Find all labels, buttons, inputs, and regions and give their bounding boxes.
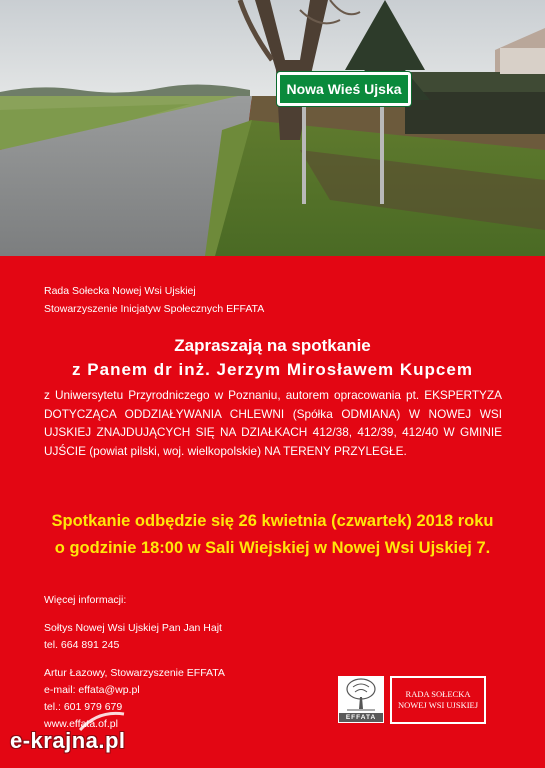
rada-logo-line1: RADA SOŁECKA bbox=[405, 689, 471, 699]
contact-heading: Więcej informacji: bbox=[44, 594, 127, 606]
rada-logo-line2: NOWEJ WSI UJSKIEJ bbox=[397, 700, 479, 710]
watermark-e-krajna: e-krajna.pl bbox=[10, 728, 126, 753]
contact-info bbox=[44, 592, 225, 733]
rada-solecka-logo bbox=[390, 676, 486, 724]
tree-icon bbox=[339, 677, 383, 713]
effata-logo-caption: EFFATA bbox=[339, 713, 383, 722]
effata-logo bbox=[338, 676, 384, 723]
contact-phone: tel.: 601 979 679 bbox=[44, 701, 123, 713]
invitation-body: z Uniwersytetu Przyrodniczego w Poznaniu, autorem opracowania pt. EKSPERTYZA DOTYCZĄCA ODDZIAŁYWANIA CHLEWNI (Spółka ODMIANA) W NOWEJ WSI UJSKIEJ ZNAJDUJĄCYCH SIĘ NA DZIAŁKACH 412/38, 412/39, 412/40 W GMINIE UJŚCIE (powiat pilski, woj. wielkopolskie) NA TERENY PRZYLEGŁE. bbox=[44, 388, 502, 458]
contact-person: Artur Łazowy, Stowarzyszenie EFFATA bbox=[44, 667, 225, 679]
village-road-image bbox=[0, 0, 545, 256]
guest-name: z Panem dr inż. Jerzym Mirosławem Kupcem bbox=[72, 360, 473, 379]
contact-email[interactable]: e-mail: effata@wp.pl bbox=[44, 684, 140, 696]
invitation-title: Zapraszają na spotkanie bbox=[174, 336, 371, 355]
meeting-place: o godzinie 18:00 w Sali Wiejskiej w Nowej Wsi Ujskiej 7. bbox=[54, 539, 491, 557]
header-photo bbox=[0, 0, 545, 256]
meeting-details bbox=[0, 508, 545, 562]
organizer-rada: Rada Sołecka Nowej Wsi Ujskiej bbox=[44, 285, 196, 297]
soltys-name: Sołtys Nowej Wsi Ujskiej Pan Jan Hajt bbox=[44, 622, 222, 634]
soltys-phone: tel. 664 891 245 bbox=[44, 639, 120, 651]
invitation-panel bbox=[0, 256, 545, 768]
organizer-effata: Stowarzyszenie Inicjatyw Społecznych EFFATA bbox=[44, 303, 265, 315]
contact-website[interactable]: www.effata.of.pl bbox=[44, 718, 118, 730]
organizers bbox=[44, 282, 264, 318]
town-sign: Nowa Wieś Ujska bbox=[277, 72, 411, 106]
meeting-date: Spotkanie odbędzie się 26 kwietnia (czwartek) 2018 roku bbox=[51, 512, 494, 530]
